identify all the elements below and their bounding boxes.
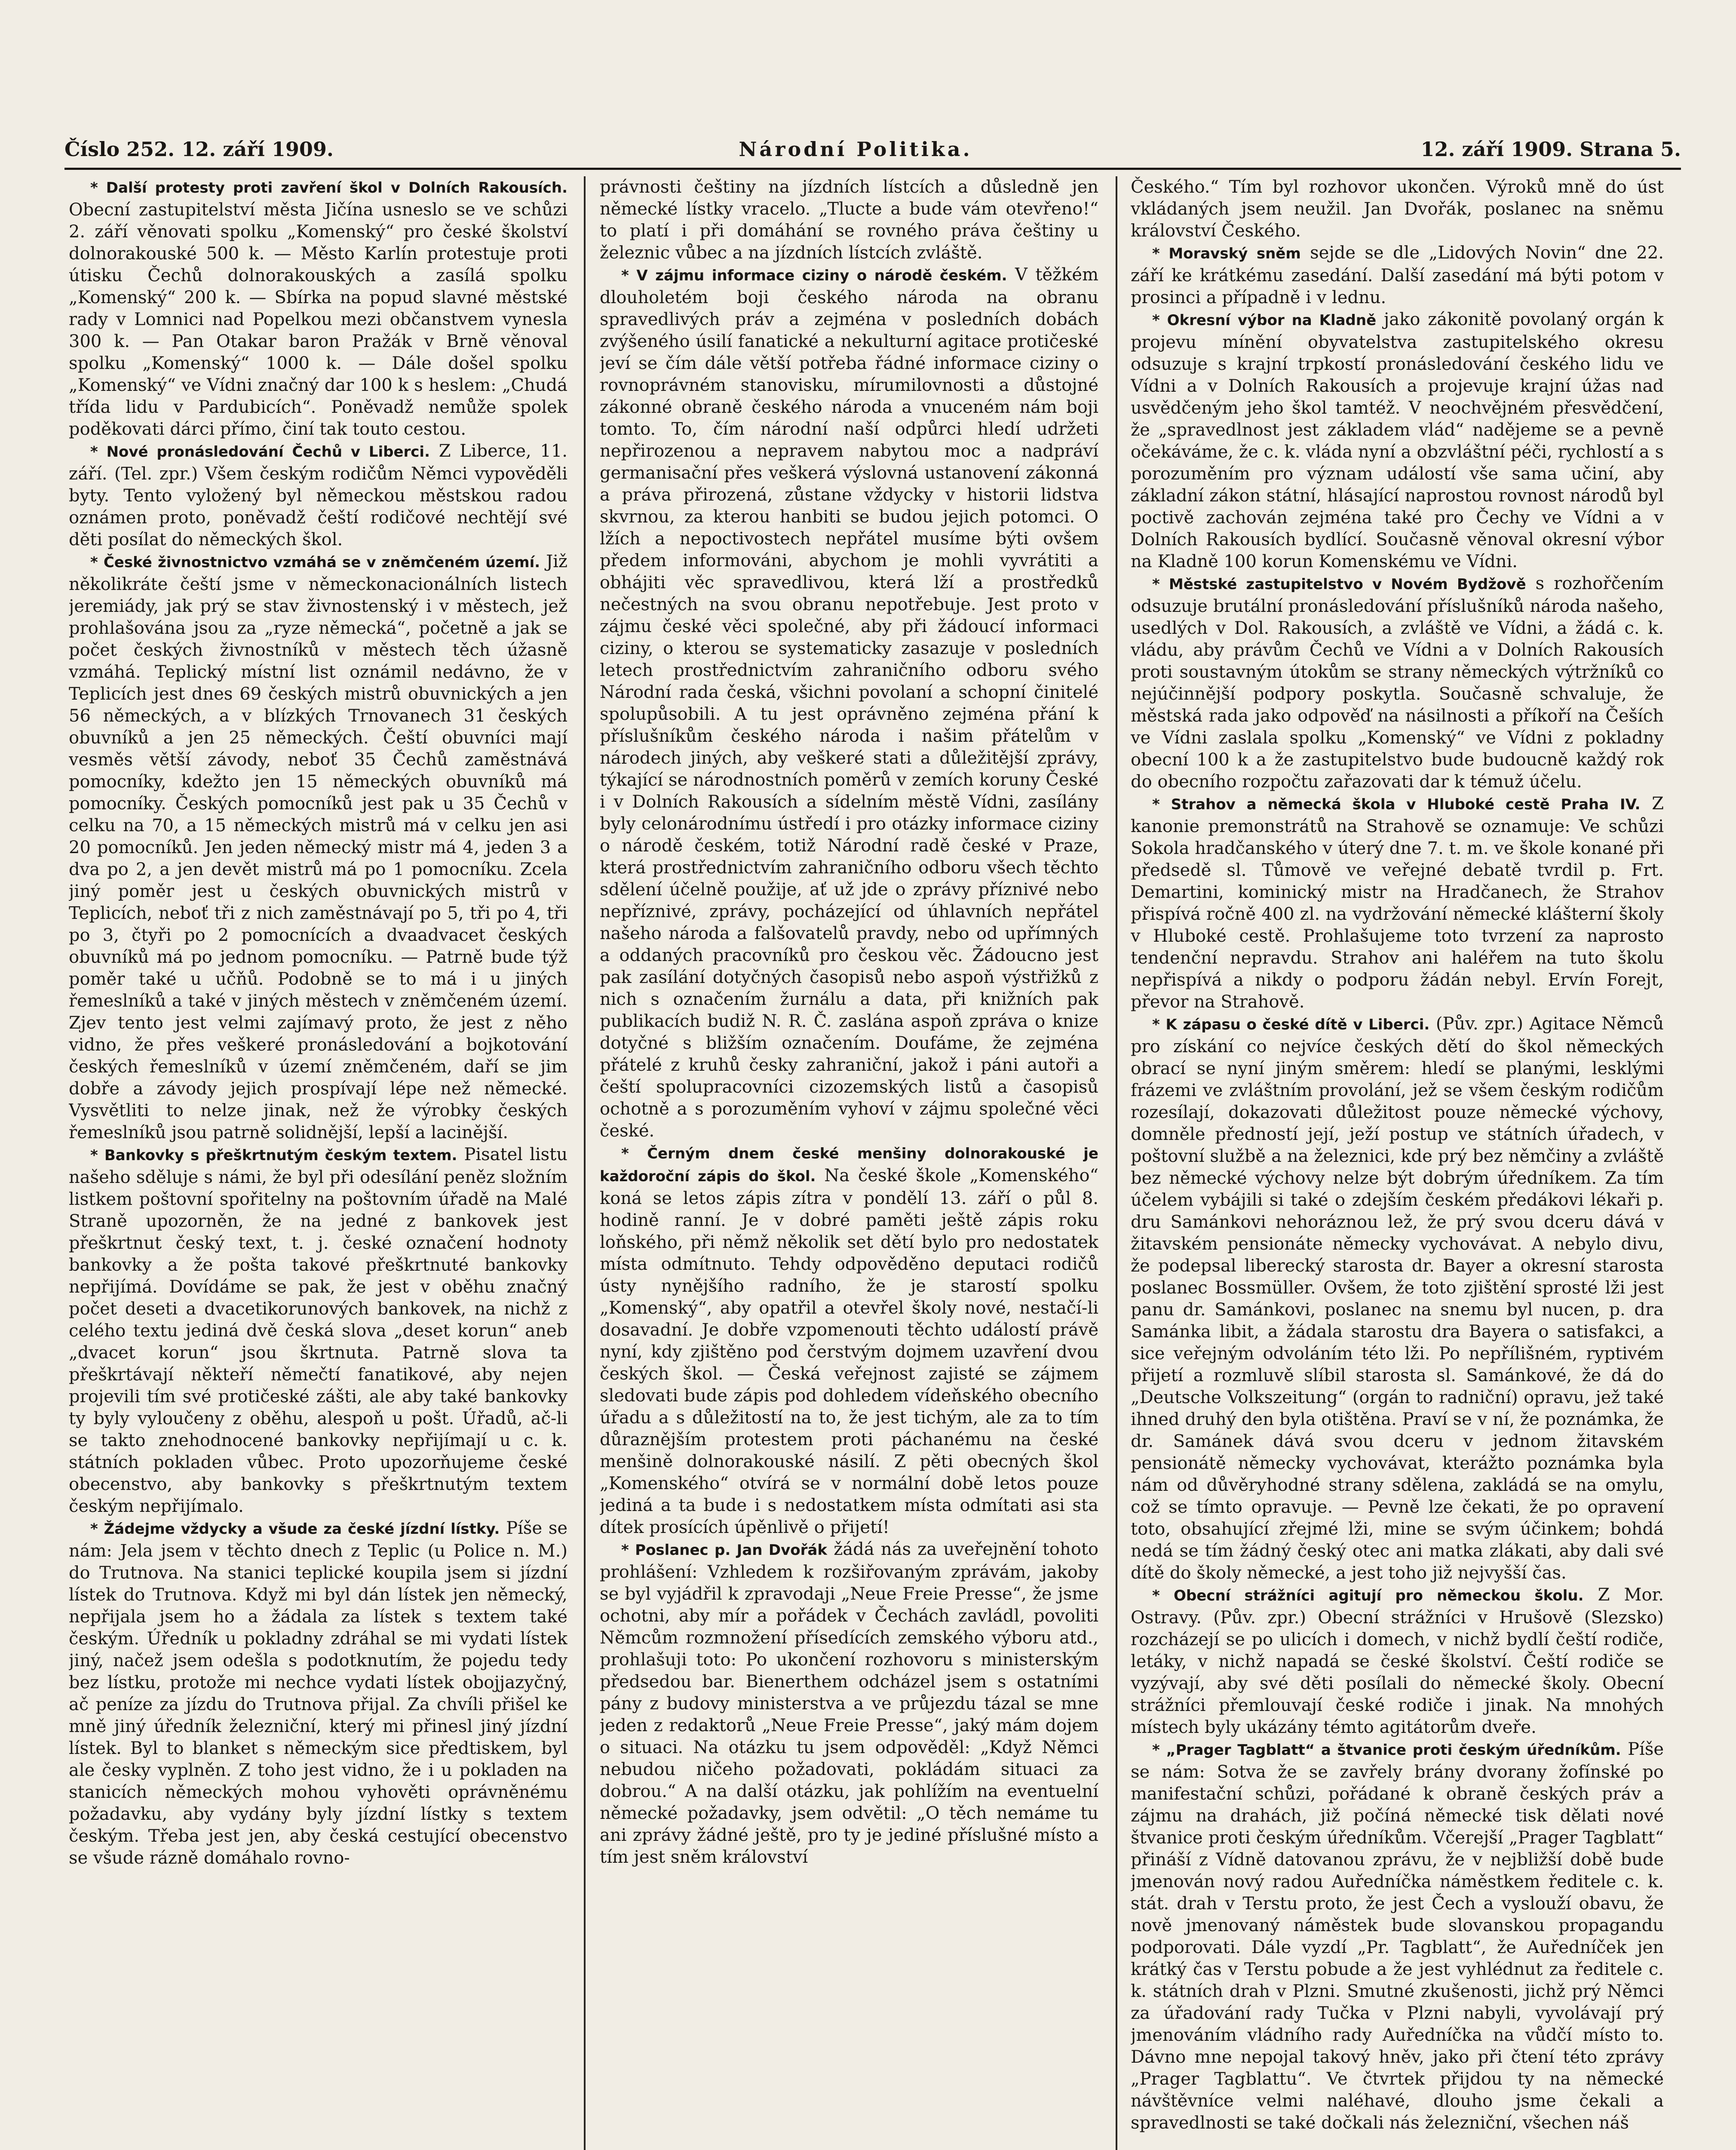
news-text: Píše se nám: Sotva že se zavřely brány dvorany žofínské po manifestační schůzi, pořádané k obraně českých práv a zájmu na drahách, již počíná německé tisk dělati nové štvanice proti českým úředníkům. Včerejší „Prager Tagblatt“ přináší z Vídně datovanou zprávu, že v nejbližší době bude jmenován nový radou Auředníčka náměstkem ředitele c. k. stát. drah v Terstu proto, že jest Čech a vyslouží obavu, že nově jmenovaný náměstek bude slovanskou propagandu podporovati. Dále vyzdí „Pr. Tagblatt“, že Auředníček jen krátký čas v Terstu pobude a že jest vyhlédnut za ředitele c. k. státních drah v Plzni. Smutné zkušenosti, jichž prý Němci za úřadování rady Tučka v Plzni nabyli, vyvolávají prý jmenováním vládního rady Auředníčka na vůdčí místo to. Dávno mne nepojal takový hněv, jako při čtení této zprávy „Prager Tagblattu“. Ve čtvrtek přijdou ty na německé návštěvníce velmi naléhavé, dlouho jsme čekali a spravedlnosti se také dočkali nás železniční, všechen náš	[1131, 1739, 1664, 2133]
news-text: žádá nás za uveřejnění tohoto prohlášení: Vzhledem k rozšiřovaným zprávám, jakoby se byl vyjádřil k zpravodaji „Neue Freie Presse“, že jsme ochotni, aby mír a pořádek v Čechách zavládl, povoliti Němcům rozmnožení přísedících zemského výboru atd., prohlašuji toto: Po ukončení rozhovoru s ministerským předsedou bar. Bienerthem odcházel jsem s ostatními pány z budovy ministerstva a ve průjezdu tázal se mne jeden z redaktorů „Neue Freie Presse“, jaký mám dojem o situaci. Na otázku tu jsem odpověděl: „Když Němci nebudou ničeho požadovati, pokládám situaci za dobrou.“ A na další otázku, jak pohlížím na eventuelní německé požadavky, jsem odvětil: „O těch nemáme tu ani zprávy žádné ještě, pro ty je jediné příslušné místo a tím jest sněm království	[600, 1539, 1098, 1867]
news-text: jako zákonitě povolaný orgán k projevu mínění obyvatelstva zastupitelského okresu odsuzuje s krajní trpkostí pronásledování českého lidu ve Vídni a v Dolních Rakousích a projevuje krajní úžas nad usvědčeným jeho škol tamtéž. V neochvějném přesvědčení, že „spravedlnost jest základem vlád“ nadějeme se a pevně očekáváme, že c. k. vláda nyní a obzvláštní péči, rychlostí a s porozuměním pro význam událostí vše sama učiní, aby základní zákon státní, hlásající naprostou rovnost národů byl poctivě zachován zejména také pro Čechy ve Vídni a v Dolních Rakousích bydlící. Současně věnoval okresní výbor na Kladně 100 korun Komenskému ve Vídni.	[1131, 310, 1664, 571]
news-text: Z kanonie premonstrátů na Strahově se oznamuje: Ve schůzi Sokola hradčanského v úterý dne 7. t. m. ve škole konané při předsedě sl. Tůmově ve veřejné debatě tvrdil p. Frt. Demartini, kominický mistr na Hradčanech, že Strahov přispívá ročně 400 zl. na vydržování německé klášterní školy v Hluboké cestě. Prohlašujeme toto tvrzení za naprosto tendenční nepravdu. Strahov ani haléřem na tuto školu nepřispívá a nikdy o podporu žádán nebyl. Ervín Forejt, převor na Strahově.	[1131, 794, 1664, 1012]
news-text: Českého.“ Tím byl rozhovor ukončen. Výroků mně do úst vkládaných jsem neužil. Jan Dvořák, poslanec na sněmu království Českého.	[1131, 177, 1664, 241]
news-text: V těžkém dlouholetém boji českého národa na obranu spravedlivých práv a zejména v posledních dobách zvýšeného úsilí fanatické a nekulturní agitace protičeské jeví se čím dále větší potřeba řádné informace ciziny o rovnoprávném stanovisku, mírumilovnosti a důstojné zákonné obraně českého národa a vnuceném nám boji tomto. To, čím národní naší odpůrci hledí udržeti nepřirozenou a nepravem nabytou moc a nadpráví germanisační přes veškerá výslovná ustanovení zákonná a práva přirozená, zůstane vždycky v historii lidstva skvrnou, za kterou hanbiti se budou jejich potomci. O lžích a nepoctivostech nepřátel musíme býti ovšem předem informováni, abychom je mohli vyvrátiti a obhájiti věc spravedlivou, která lží a prostředků nečestných na svou obranu nepotřebuje. Jest proto v zájmu české věci společné, aby při žádoucí informaci ciziny, o kterou se systematicky zasazuje v posledních letech prostřednictvím zahraničního odboru svého Národní rada česká, všichni povolaní a schopní činitelé spolupůsobili. A tu jest oprávněno zejména přání k příslušníkům českého národa i našim přátelům v národech jiných, aby veškeré stati a důležitější zprávy, týkající se národnostních poměrů v zemích koruny České i v Dolních Rakousích a sídelním městě Vídni, zasílány byly celonárodnímu ústředí i pro otázky informace ciziny o národě českém, totiž Národní radě české v Praze, která prostřednictvím zahraničního odboru všech těchto sdělení účelně použije, ať už jde o zprávy příznivé nebo nepříznivé, zprávy, pocházející od úhlavních nepřátel našeho národa a falšovatelů pravdy, nebo od upřímných a oddaných pracovníků pro českou věc. Žádoucno jest pak zasílání dotyčných časopisů nebo aspoň výstřižků z nich s označením žurnálu a data, při knižních pak publikacích budiž N. R. Č. zaslána aspoň zpráva o knize dotyčné s bližším označením. Doufáme, že zejména přátelé z kruhů česky zahraniční, jakož i páni autoři a čeští spolupracovníci cizozemských listů a časopisů ochotně a s porozuměním vyhoví v zájmu společné věci české.	[600, 265, 1098, 1141]
news-text: (Pův. zpr.) Agitace Němců pro získání co nejvíce českých dětí do škol německých obrací se nyní jiným směrem: hledí se planými, lesklými frázemi ve zvláštním provolání, jež se všem českým rodičům rozesílají, dokazovati důležitost pouze německé výchovy, domněle předností její, ježí postup ve státních úřadech, v poštovní službě a na železnici, kde prý bez němčiny a zvláště bez německé výchovy nelze být dobrým úředníkem. Za tím účelem vybájili si také o zdejším českém předákovi lékaři p. dru Samánkovi nehoráznou lež, že prý svou dceru dává v žitavském pensionáte německy vychovávat. A nebylo divu, že podepsal liberecký starosta dr. Bayer a okresní starosta poslanec Bossmüller. Ovšem, že toto zjištění sprosté lži jest panu dr. Samánkovi, poslanec na snemu byl nucen, p. dra Samánka libit, a žádala starostu dra Bayera o satisfakci, a sice veřejným odvoláním této lži. Po nepřílišném, ryptivém přijetí a rozmluvě slíbil starosta sl. Samánkové, že dá do „Deutsche Volkszeitung“ (orgán to radniční) opravu, jež také ihned druhý den byla otištěna. Praví se v ní, že poznámka, že dr. Samánek dává svou dceru v jednom žitavském pensionátě německy vychovávat, kterážto poznámka byla nám od důvěryhodné strany sdělena, zakládá se na omylu, což se tímto opravuje. — Pevně lze čekati, že po opravení toto, obsahující zřejmé lži, mine se svým účinkem; bohdá nedá se tím žádný český otec ani matka zlákati, aby dali své dítě do školy německé, a jest toho již nejvyšší čas.	[1131, 1014, 1664, 1583]
news-headline: * Okresní výbor na Kladně	[1152, 312, 1377, 329]
news-text: Z Mor. Ostravy. (Pův. zpr.) Obecní strážníci v Hrušově (Slezsko) rozcházejí se po ulicích i domech, v nichž bydlí čeští rodiče, letáky, v nichž napadá se české školství. Čeští rodiče se vyzývají, aby své děti posílali do německé školy. Obecní strážníci přemlouvají české rodiče i jinak. Na mnohých místech byly ukázány témto agitátorům dveře.	[1131, 1585, 1664, 1737]
news-item	[69, 1517, 567, 1869]
masthead-title: Národní Politika.	[739, 138, 972, 161]
column-divider	[584, 176, 586, 2150]
news-item	[1131, 1584, 1664, 1738]
news-item	[600, 176, 1098, 264]
news-text: Píše se nám: Jela jsem v těchto dnech z Teplic (u Police n. M.) do Trutnova. Na stanici teplické koupila jsem si jízdní lístek do Trutnova. Když mi byl dán lístek jen německý, nepřijala jsem ho a žádala za lístek s textem také českým. Úředník u pokladny zdráhal se mi vydati lístek jiný, načež jsem odešla s podotknutím, že pojedu tedy bez lístku, protože mi nechce vydati lístek obojjazyčný, ač peníze za jízdu do Trutnova přijal. Za chvíli přišel ke mně jiný úředník železniční, který mi přinesl jiný jízdní lístek. Byl to blanket s německým sice předtiskem, byl ale česky vyplněn. Z toho jest vidno, že i u pokladen na stanicích německých mohou vyhověti oprávněnému požadavku, aby vydány byly jízdní lístky s textem českým. Třeba jest jen, aby česká cestující obecenstvo se všude rázně domáhalo rovno-	[69, 1518, 567, 1868]
news-item	[600, 1539, 1098, 1868]
news-item	[69, 440, 567, 551]
news-item	[69, 1144, 567, 1517]
news-headline: * Nové pronásledování Čechů v Liberci.	[90, 443, 430, 461]
news-text: Pisatel listu našeho sděluje s námi, že byl při odesílání peněz složním listkem poštovní spořitelny na poštovním úřadě na Malé Straně upozorněn, že na jedné z bankovek jest přeškrtnut český text, t. j. české označení hodnoty bankovky a že pošta takové přeškrtnuté bankovky nepřijímá. Dovídáme se pak, že jest v oběhu značný počet deseti a dvacetikorunových bankovek, na nichž z celého textu jediná dvě česká slova „deset korun“ aneb „dvacet korun“ jsou škrtnuta. Patrně slova ta přeškrtávají někteří němečtí fanatikové, aby nejen projevili tím své protičeské zášti, ale aby také bankovky ty byly vyloučeny z oběhu, alespoň u pošt. Úřadů, ač-li se takto znehodnocené bankovky nepřijímají u c. k. státních pokladen vůbec. Proto upozorňujeme české obecenstvo, aby bankovky s přeškrtnutým textem českým nepřijímalo.	[69, 1145, 567, 1516]
news-headline: * České živnostnictvo vzmáhá se v zněmčeném území.	[90, 554, 540, 571]
news-headline: * K zápasu o české dítě v Liberci.	[1152, 1016, 1430, 1033]
news-item	[1131, 176, 1664, 242]
news-text: s rozhořčením odsuzuje brutální pronásledování příslušníků národa našeho, usedlých v Dol. Rakousích, a zvláště ve Vídni, a žádá c. k. vládu, aby právům Čechů ve Vídni a v Dolních Rakousích proti soustavným útokům se strany německých výtržníků co nejúčinnější podpory poskytla. Současně schvaluje, že městská rada jako odpověď na násilnosti a příkoří na Češích ve Vídni zaslala spolku „Komenský“ ve Vídni z pokladny obecní 100 k a že zastupitelstvo bude budoucně každý rok do obecního rozpočtu zařazovati dar k témuž účelu.	[1131, 574, 1664, 792]
news-item	[69, 176, 567, 440]
news-item	[1131, 1013, 1664, 1584]
news-text: Obecní zastupitelství města Jičína usneslo se ve schůzi 2. září věnovati spolku „Komenský“ pro české školství dolnorakouské 500 k. — Město Karlín protestuje proti útisku Čechů dolnorakouských a zasílá spolku „Komenský“ 200 k. — Sbírka na popud slavné městské rady v Lomnici nad Popelkou mezi občanstvem vynesla 300 k. — Pan Otakar baron Pražák v Brně věnoval spolku „Komenský“ 1000 k. — Dále došel spolku „Komenský“ ve Vídni značný dar 100 k s heslem: „Chudá třída lidu v Pardubicích“. Poněvadž nemůže spolek poděkovati dárci přímo, činí tak touto cestou.	[69, 200, 567, 439]
news-item	[1131, 1738, 1664, 2134]
news-headline: * Strahov a německá škola v Hluboké cestě Praha IV.	[1152, 796, 1641, 813]
column-2	[600, 176, 1098, 2150]
news-headline: * Městské zastupitelstvo v Novém Bydžově	[1152, 576, 1526, 593]
news-text: Již několikráte čeští jsme v německonacionálních listech jeremiády, jak prý se stav živnostenský i v městech, jež prohlašována jsou za „ryze německá“, početně a jak se počet českých živnostníků v městech těch úžasně vzmáhá. Teplický místní list oznámil nedávno, že v Teplicích jest dnes 69 českých mistrů obuvnických a jen 56 německých, a v blízkých Trnovanech 31 českých obuvníků a jen 25 německých. Čeští obuvníci mají vesměs větší závody, neboť 35 Čechů zaměstnává pomocníky, kdežto jen 15 německých obuvníků má pomocníky. Českých pomocníků jest pak u 35 Čechů v celku na 70, a 15 německých mistrů má v celku jen asi 20 pomocníků. Jen jeden německý mistr má 4, jeden 3 a dva po 2, a jen devět mistrů má po 1 pomocníku. Zcela jiný poměr jest u českých obuvnických mistrů v Teplicích, neboť tři z nich zaměstnávají po 5, tři po 4, tři po 3, čtyři po 2 pomocnících a dvaadvacet českých obuvníků má po jednom pomocníku. — Patrně bude týž poměr také u učňů. Podobně se to má i u jiných řemeslníků a také v jiných městech v zněmčeném území. Zjev tento jest velmi zajímavý proto, že jest z něho vidno, že přes veškeré pronásledování a bojkotování českých řemeslníků v území zněmčeném, daří se jim dobře a závody jejich prospívají lépe než německé. Vysvětliti to nelze jinak, než že výrobky českých řemeslníků jsou patrně solidnější, lepší a lacinější.	[69, 552, 567, 1143]
news-headline: * Další protesty proti zavření škol v Dolních Rakousích.	[90, 179, 567, 197]
news-item	[69, 551, 567, 1144]
news-item	[1131, 793, 1664, 1013]
page-number: 12. září 1909. Strana 5.	[1420, 138, 1681, 161]
news-item	[1131, 573, 1664, 793]
issue-info: Číslo 252. 12. září 1909.	[64, 138, 334, 161]
news-headline: * Černým dnem české menšiny dolnorakouské je každoroční zápis do škol.	[600, 1145, 1098, 1185]
page-header	[64, 138, 1681, 170]
news-headline: * Obecní strážníci agitují pro německou školu.	[1152, 1587, 1584, 1604]
column-3	[1131, 176, 1664, 2150]
news-headline: * Bankovky s přeškrtnutým českým textem.	[90, 1147, 457, 1164]
news-text: Na české škole „Komenského“ koná se letos zápis zítra v pondělí 13. září o půl 8. hodině ranní. Je v dobré paměti ještě zápis roku loňského, při němž několik set dětí bylo pro nedostatek místa odmítnuto. Tehdy odpověděno deputaci rodičů ústy nynějšího radního, že je starostí spolku „Komenský“, aby opatřil a otevřel školy nové, nestačí-li dosavadní. Je dobře vzpomenouti těchto událostí právě nyní, kdy zjištěno pod čerstvým dojmem uzavření dvou českých škol. — Česká veřejnost zajisté se zájmem sledovati bude zápis pod dohledem vídeňského obecního úřadu a s důležitostí na to, že jest tichým, ale za to tím důraznějším protestem proti páchanému na české menšině dolnorakouské násilí. Z pěti obecných škol „Komenského“ otvírá se v normální době letos pouze jediná a ta bude i s nedostatkem místa odmítati asi sta dítek prosících úpěnlivě o přijetí!	[600, 1166, 1098, 1537]
news-headline: * Moravský sněm	[1152, 245, 1301, 262]
news-item	[1131, 309, 1664, 573]
news-text: právnosti češtiny na jízdních lístcích a důsledně jen německé lístky vracelo. „Tlucte a bude vám otevřeno!“ to platí i při domáhání se rovného práva češtiny u železnic vůbec a na jízdních lístcích zvláště.	[600, 177, 1098, 263]
news-headline: * Poslanec p. Jan Dvořák	[621, 1542, 827, 1559]
news-text: sejde se dle „Lidových Novin“ dne 22. září ke krátkému zasedání. Další zasedání má býti potom v prosinci a případně i v lednu.	[1131, 243, 1664, 307]
news-item	[1131, 242, 1664, 309]
news-headline: * „Prager Tagblatt“ a štvanice proti českým úředníkům.	[1152, 1742, 1621, 1759]
news-item	[600, 1142, 1098, 1539]
news-text: Z Liberce, 11. září. (Tel. zpr.) Všem českým rodičům Němci vypověděli byty. Tento vyložený byl německou městskou radou oznámen proto, poněvadž čeští rodičové nechtějí své děti posílat do německých škol.	[69, 441, 567, 550]
news-headline: * V zájmu informace ciziny o národě českém.	[621, 267, 1007, 284]
column-1	[69, 176, 567, 2150]
column-divider	[1116, 176, 1117, 2150]
news-headline: * Žádejme vždycky a všude za české jízdní lístky.	[90, 1520, 500, 1538]
news-item	[600, 264, 1098, 1142]
